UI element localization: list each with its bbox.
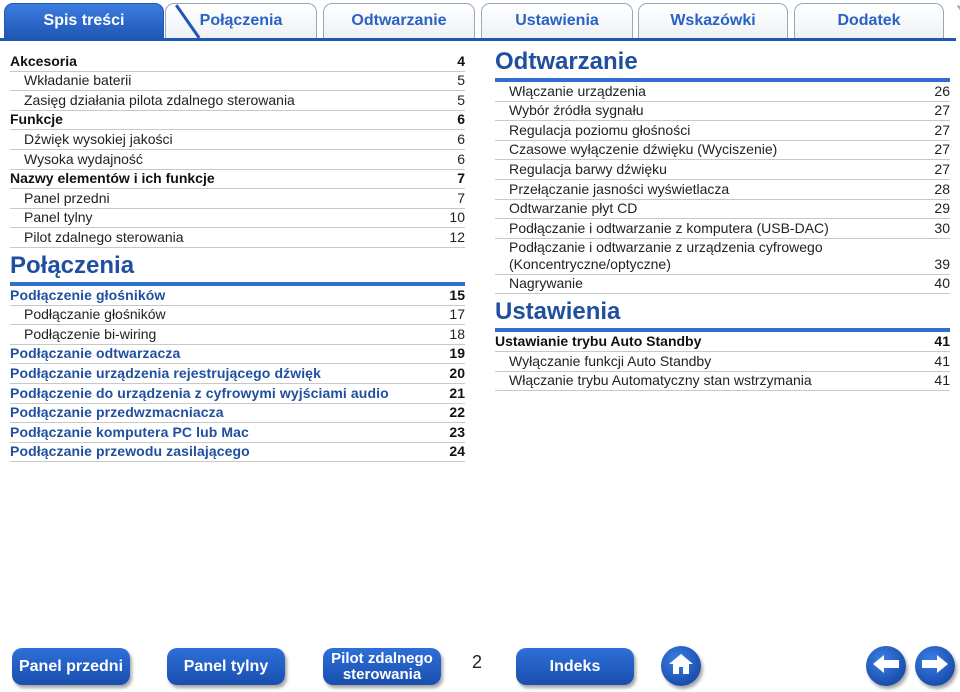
section-heading-settings[interactable] [495, 294, 950, 332]
tab-bar [0, 0, 960, 42]
rear-panel-button[interactable]: Panel tylny [167, 648, 285, 685]
toc-entry[interactable] [10, 52, 465, 72]
toc-entry-title: Przełączanie jasności wyświetlacza [509, 180, 730, 197]
toc-entry-page: 12 [449, 228, 465, 245]
toc-entry-title: Pilot zdalnego sterowania [24, 228, 184, 245]
remote-control-button[interactable]: Pilot zdalnego sterowania [323, 648, 441, 685]
tab-underline [0, 38, 956, 41]
toc-entry-title: Czasowe wyłączenie dźwięku (Wyciszenie) [509, 141, 778, 158]
toc-entry-page: 17 [449, 306, 465, 323]
toc-entry[interactable] [10, 306, 465, 326]
section-heading-playback[interactable] [495, 44, 950, 82]
index-button[interactable]: Indeks [516, 648, 634, 685]
toc-entry-title: Dźwięk wysokiej jakości [24, 130, 173, 147]
toc-entry-title: Podłączanie przewodu zasilającego [10, 443, 250, 460]
toc-entry-page: 6 [457, 111, 465, 128]
toc-entry-title: Odtwarzanie płyt CD [509, 200, 638, 217]
toc-entry-title: Nazwy elementów i ich funkcje [10, 170, 215, 187]
page-number: 2 [472, 652, 483, 672]
section-heading-text: Odtwarzanie [495, 48, 638, 75]
toc-entry-page: 7 [457, 189, 465, 206]
toc-entry[interactable] [495, 372, 950, 392]
toc-entry-title: Wysoka wydajność [24, 150, 143, 167]
toc-entry-title: Wkładanie baterii [24, 72, 132, 89]
toc-entry-page: 20 [449, 364, 465, 381]
tab-connections[interactable]: Połączenia [165, 3, 317, 38]
toc-entry-title: Podłączanie komputera PC lub Mac [10, 423, 249, 440]
toc-entry-title: Ustawianie trybu Auto Standby [495, 332, 702, 349]
toc-entry-page: 30 [934, 219, 950, 236]
toc-entry-page: 28 [934, 180, 950, 197]
toc-entry-page: 4 [457, 52, 465, 69]
toc-entry-title: Wybór źródła sygnału [509, 102, 644, 119]
tab-settings[interactable]: Ustawienia [481, 3, 633, 38]
arrow-left-icon [871, 652, 901, 681]
toc-entry-title: Podłączanie odtwarzacza [10, 345, 181, 362]
toc-entry-page: 29 [934, 200, 950, 217]
toc-entry[interactable] [495, 200, 950, 220]
toc-entry[interactable] [10, 404, 465, 424]
toc-entry-title: Panel przedni [24, 189, 110, 206]
toc-entry-page: 41 [934, 372, 950, 389]
toc-entry[interactable] [10, 189, 465, 209]
toc-entry[interactable] [10, 384, 465, 404]
toc-entry-page: 41 [934, 352, 950, 369]
toc-entry[interactable] [10, 364, 465, 384]
home-button[interactable] [661, 646, 701, 686]
toc-entry-page: 41 [934, 332, 950, 349]
toc-entry[interactable] [10, 111, 465, 131]
toc-entry[interactable] [10, 209, 465, 229]
toc-entry-page: 21 [449, 384, 465, 401]
toc-entry-page: 15 [449, 286, 465, 303]
toc-entry[interactable] [495, 275, 950, 295]
toc-entry-title: Akcesoria [10, 52, 77, 69]
toc-entry[interactable] [495, 102, 950, 122]
toc-left-column [10, 52, 465, 462]
toc-entry-title: Włączanie trybu Automatyczny stan wstrzymania [509, 372, 812, 389]
toc-entry-title: Wyłączanie funkcji Auto Standby [509, 352, 712, 369]
toc-entry-title: Podłączenie głośników [10, 286, 166, 303]
home-icon [667, 651, 695, 682]
toc-entry[interactable] [10, 130, 465, 150]
toc-entry[interactable] [10, 325, 465, 345]
toc-entry-page: 6 [457, 130, 465, 147]
toc-entry-title: Podłączanie urządzenia rejestrującego dźwięk [10, 364, 321, 381]
toc-entry[interactable] [495, 219, 950, 239]
toc-entry-page: 19 [449, 345, 465, 362]
toc-entry[interactable] [495, 332, 950, 352]
toc-entry-title: Podłączenie bi-wiring [24, 325, 157, 342]
toc-entry[interactable] [495, 239, 950, 275]
section-heading-text: Ustawienia [495, 298, 621, 326]
toc-entry[interactable] [495, 82, 950, 102]
toc-entry-page: 6 [457, 150, 465, 167]
toc-entry-title: Podłączanie przedwzmacniacza [10, 404, 224, 421]
front-panel-button[interactable]: Panel przedni [12, 648, 130, 685]
toc-entry[interactable] [495, 180, 950, 200]
toc-entry-page: 18 [449, 325, 465, 342]
toc-entry-title: Nagrywanie [509, 275, 583, 292]
toc-entry-page: 5 [457, 72, 465, 89]
toc-entry-page: 26 [934, 82, 950, 99]
tab-playback[interactable]: Odtwarzanie [323, 3, 475, 38]
section-heading-text: Połączenia [10, 251, 135, 279]
toc-entry[interactable] [10, 91, 465, 111]
toc-entry-title: Regulacja poziomu głośności [509, 121, 691, 138]
toc-entry-title: Zasięg działania pilota zdalnego sterowania [24, 91, 295, 108]
toc-entry-page: 39 [934, 255, 950, 272]
toc-entry-title: Panel tylny [24, 209, 93, 226]
tab-table-of-contents[interactable]: Spis treści [4, 3, 164, 38]
toc-entry[interactable] [10, 150, 465, 170]
toc-entry[interactable] [10, 286, 465, 306]
toc-entry-title: Podłączanie i odtwarzanie z komputera (USB-DAC) [509, 219, 829, 236]
toc-entry-page: 27 [934, 121, 950, 138]
section-heading-connections[interactable] [10, 248, 465, 286]
tab-tips[interactable]: Wskazówki [638, 3, 788, 38]
toc-entry[interactable] [495, 352, 950, 372]
back-button[interactable] [866, 646, 906, 686]
toc-entry-page: 27 [934, 160, 950, 177]
toc-entry-page: 22 [449, 404, 465, 421]
toc-entry[interactable] [495, 141, 950, 161]
toc-entry-title: Funkcje [10, 111, 63, 128]
toc-entry[interactable] [10, 345, 465, 365]
toc-entry-page: 40 [934, 275, 950, 292]
toc-entry-title: Regulacja barwy dźwięku [509, 160, 667, 177]
toc-entry-page: 23 [449, 423, 465, 440]
toc-entry-page: 10 [449, 209, 465, 226]
forward-button[interactable] [915, 646, 955, 686]
toc-right-column [495, 44, 950, 391]
toc-entry[interactable] [10, 170, 465, 190]
toc-entry-title: Podłączenie do urządzenia z cyfrowymi wyjściami audio [10, 384, 389, 401]
toc-entry-page: 7 [457, 170, 465, 187]
toc-entry[interactable] [495, 160, 950, 180]
toc-entry-title: Włączanie urządzenia [509, 82, 646, 99]
toc-entry[interactable] [10, 228, 465, 248]
toc-entry[interactable] [10, 443, 465, 463]
tab-appendix[interactable]: Dodatek [794, 3, 944, 38]
arrow-right-icon [920, 652, 950, 681]
toc-entry-page: 5 [457, 91, 465, 108]
toc-entry[interactable] [10, 423, 465, 443]
toc-entry-page: 24 [449, 443, 465, 460]
toc-entry[interactable] [10, 72, 465, 92]
toc-entry-page: 27 [934, 102, 950, 119]
toc-entry-title: Podłączanie głośników [24, 306, 166, 323]
toc-entry[interactable] [495, 121, 950, 141]
toc-entry-page: 27 [934, 141, 950, 158]
toc-entry-title: Podłączanie i odtwarzanie z urządzenia cyfrowego (Koncentryczne/optyczne) [509, 238, 823, 272]
